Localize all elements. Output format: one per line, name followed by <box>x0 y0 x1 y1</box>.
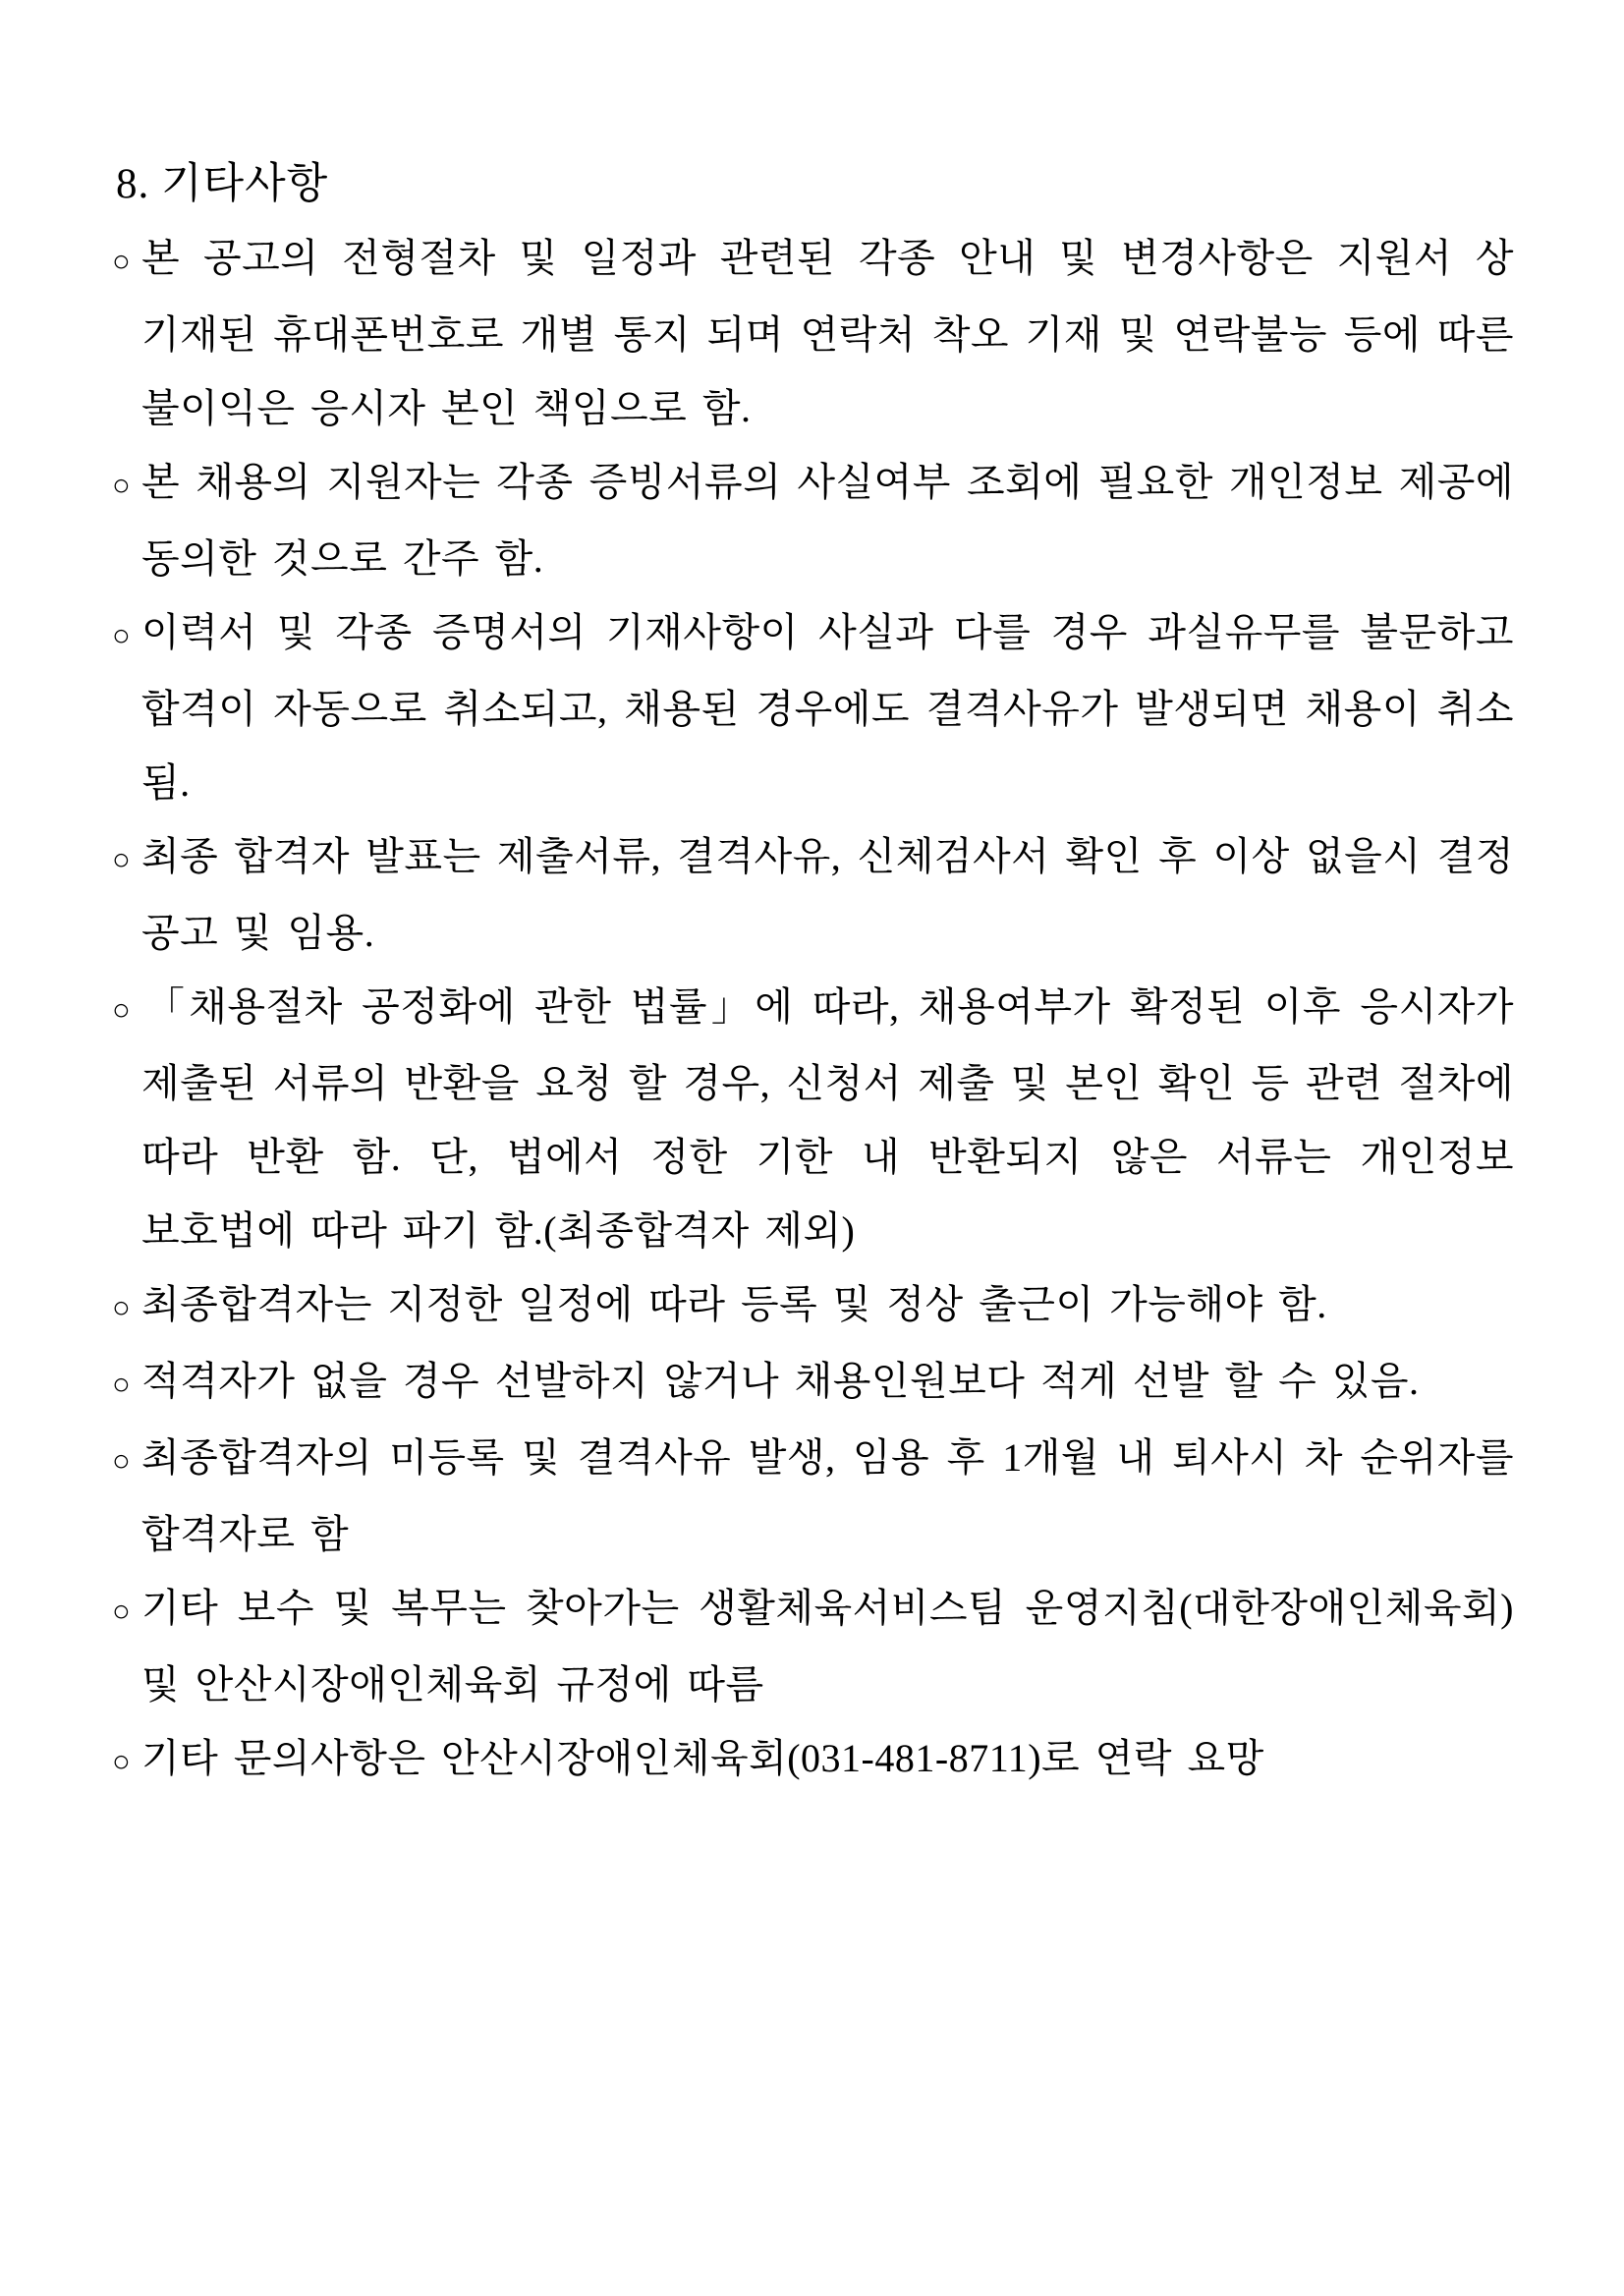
circle-bullet-icon: ○ <box>112 1744 131 1778</box>
list-item <box>112 1571 1514 1721</box>
list-item-text: 「채용절차 공정화에 관한 법률」에 따라, 채용여부가 확정된 이후 응시자가 제출된 서류의 반환을 요청 할 경우, 신청서 제출 및 본인 확인 등 관련 절차에 따라 반환 함. 단, 법에서 정한 기한 내 반환되지 않은 서류는 개인정보 보호법에 따라 파기 함.(최종합격자 제외) <box>141 984 1514 1253</box>
list-item-text: 최종합격자의 미등록 및 결격사유 발생, 임용 후 1개월 내 퇴사시 차 순위자를 합격자로 함 <box>141 1435 1514 1556</box>
list-item <box>112 445 1514 595</box>
circle-bullet-icon: ○ <box>112 618 131 652</box>
circle-bullet-icon: ○ <box>112 1290 131 1324</box>
list-item-text: 기타 보수 및 복무는 찾아가는 생활체육서비스팀 운영지침(대한장애인체육회) 및 안산시장애인체육회 규정에 따름 <box>141 1586 1514 1707</box>
circle-bullet-icon: ○ <box>112 1443 131 1478</box>
notes-list <box>112 221 1514 1798</box>
circle-bullet-icon: ○ <box>112 842 131 876</box>
list-item-text: 기타 문의사항은 안산시장애인체육회(031-481-8711)로 연락 요망 <box>141 1736 1264 1780</box>
list-item <box>112 1421 1514 1571</box>
list-item <box>112 1721 1514 1798</box>
list-item <box>112 1344 1514 1421</box>
list-item-text: 적격자가 없을 경우 선발하지 않거나 채용인원보다 적게 선발 할 수 있음. <box>141 1359 1420 1403</box>
list-item <box>112 221 1514 445</box>
list-item-text: 이력서 및 각종 증명서의 기재사항이 사실과 다를 경우 과실유무를 불문하고 합격이 자동으로 취소되고, 채용된 경우에도 결격사유가 발생되면 채용이 취소 됨. <box>141 610 1514 805</box>
section-heading: 8. 기타사항 <box>116 161 329 207</box>
list-item-text: 최종합격자는 지정한 일정에 따라 등록 및 정상 출근이 가능해야 함. <box>141 1282 1327 1326</box>
circle-bullet-icon: ○ <box>112 992 131 1027</box>
list-item <box>112 819 1514 970</box>
circle-bullet-icon: ○ <box>112 1594 131 1628</box>
list-item-text: 최종 합격자 발표는 제출서류, 결격사유, 신체검사서 확인 후 이상 없을시 결정 공고 및 임용. <box>141 834 1514 955</box>
circle-bullet-icon: ○ <box>112 1367 131 1401</box>
list-item <box>112 1267 1514 1344</box>
list-item-text: 본 공고의 전형절차 및 일정과 관련된 각종 안내 및 변경사항은 지원서 상 기재된 휴대폰번호로 개별 통지 되며 연락처 착오 기재 및 연락불능 등에 따른 불이익은 응시자 본인 책임으로 함. <box>141 236 1514 430</box>
list-item <box>112 595 1514 819</box>
list-item <box>112 970 1514 1267</box>
list-item-text: 본 채용의 지원자는 각종 증빙서류의 사실여부 조회에 필요한 개인정보 제공에 동의한 것으로 간주 함. <box>141 460 1514 581</box>
circle-bullet-icon: ○ <box>112 468 131 502</box>
circle-bullet-icon: ○ <box>112 244 131 278</box>
